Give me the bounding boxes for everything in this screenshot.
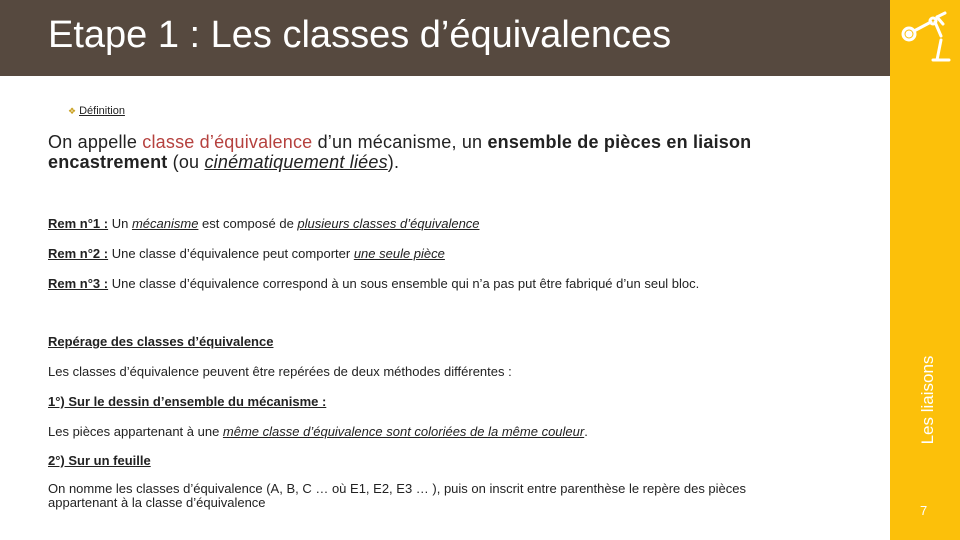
underlined-term: même classe d’équivalence sont coloriées de la même couleur <box>222 424 585 439</box>
text-run: Les pièces appartenant à une <box>48 424 223 439</box>
text-run: Une classe d’équivalence correspond à un sous ensemble qui n’a pas put être fabriqué d’un seul bloc. <box>108 276 700 291</box>
bold-term: encastrement <box>48 152 168 172</box>
text-run: Un <box>108 216 132 231</box>
title-bar <box>0 0 890 76</box>
bullet-icon: ❖ <box>68 106 77 116</box>
remark-3 <box>48 276 699 291</box>
section-label: Les liaisons <box>918 355 937 445</box>
text-run: est composé de <box>198 216 298 231</box>
underlined-term: plusieurs classes d’équivalence <box>297 216 480 231</box>
reperage-intro: Les classes d’équivalence peuvent être repérées de deux méthodes différentes : <box>48 364 512 379</box>
remark-label: Rem n°3 : <box>48 276 109 291</box>
method-2-heading: 2°) Sur un feuille <box>48 453 151 468</box>
remark-1 <box>48 216 480 231</box>
text-run: . <box>584 424 588 439</box>
definition-label: Définition <box>79 105 125 117</box>
definition-heading <box>68 105 125 117</box>
text-run: ). <box>387 152 400 172</box>
highlight-term: classe d’équivalence <box>142 132 313 152</box>
sidebar <box>890 0 960 540</box>
method-1-text <box>48 424 588 439</box>
remark-label: Rem n°1 : <box>48 216 109 231</box>
text-line: On nomme les classes d’équivalence (A, B, C … où E1, E2, E3 … ), puis on inscrit entre parenthèse le repère des pièces <box>48 481 747 496</box>
method-1-heading: 1°) Sur le dessin d’ensemble du mécanisme : <box>48 394 327 409</box>
slide-title: Etape 1 : Les classes d’équivalences <box>48 14 672 56</box>
text-run: (ou <box>167 152 205 172</box>
text-run: On appelle <box>48 132 143 152</box>
bold-term: ensemble de pièces en liaison <box>487 132 752 152</box>
underlined-term: une seule pièce <box>353 246 445 261</box>
text-run: Une classe d’équivalence peut comporter <box>108 246 354 261</box>
reperage-heading: Repérage des classes d’équivalence <box>48 334 274 349</box>
method-2-text <box>48 482 746 510</box>
remark-2 <box>48 246 445 261</box>
text-run: d’un mécanisme, un <box>312 132 488 152</box>
underlined-term: mécanisme <box>131 216 199 231</box>
underlined-term: cinématiquement liées <box>204 152 388 172</box>
robot-arm-icon <box>897 10 953 66</box>
page-number: 7 <box>920 503 928 518</box>
remark-label: Rem n°2 : <box>48 246 109 261</box>
text-line: appartenant à la classe d’équivalence <box>48 495 266 510</box>
definition-text <box>48 132 751 172</box>
